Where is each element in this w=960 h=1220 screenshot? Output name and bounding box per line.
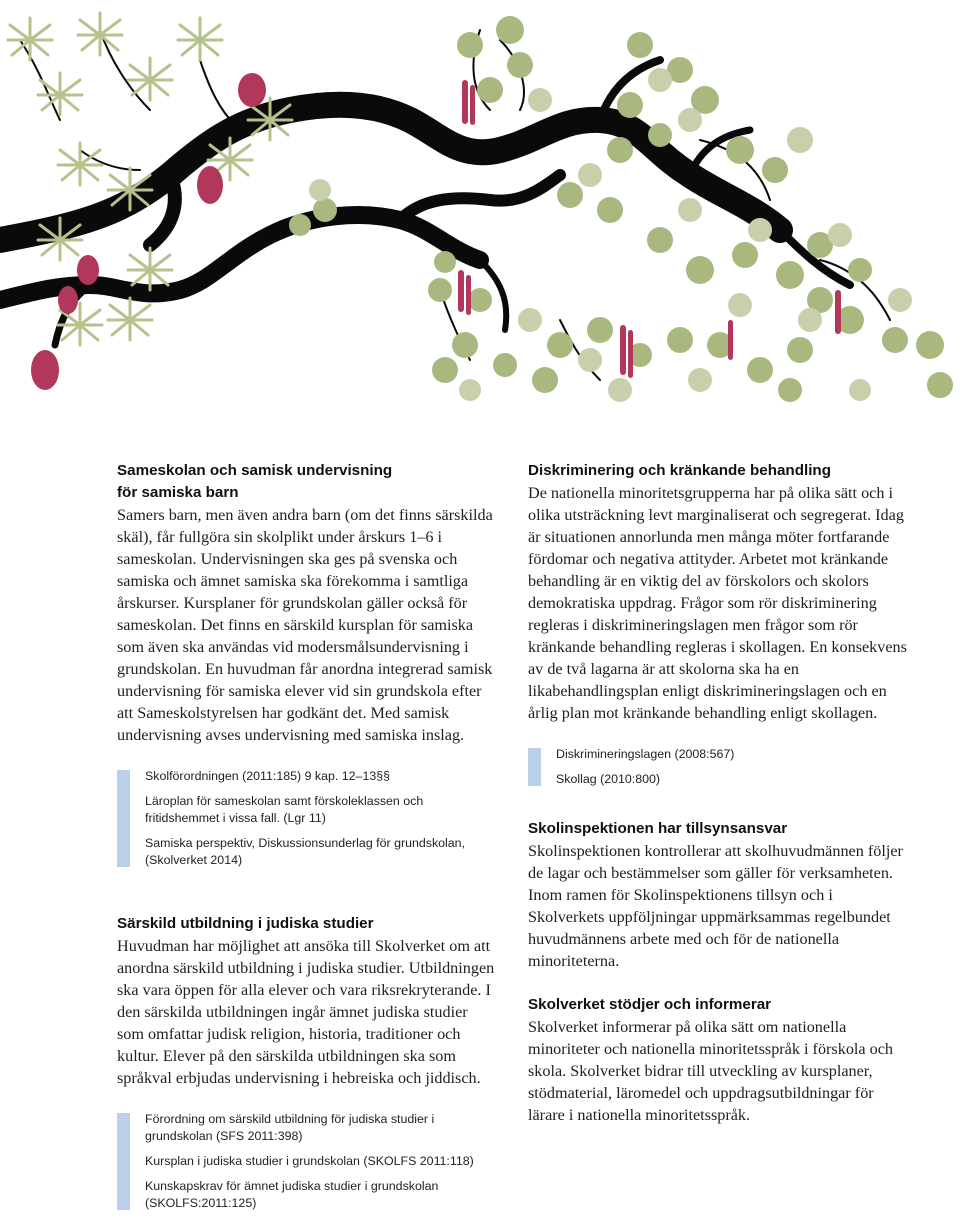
reference-item: Kursplan i judiska studier i grundskolan (SKOLFS 2011:118) xyxy=(145,1154,474,1168)
section-body-skolverket: Skolverket informerar på olika sätt om nationella minoriteter och nationella minoritetsspråk i förskola och skola. Skolverket bidrar till utveckling av kursplaner, stödmaterial, läromedel och uppdragsutbildningar för lärare i nationella minoritetsspråk. xyxy=(528,1018,894,1124)
section-title-line1: Sameskolan och samisk undervisning xyxy=(117,462,393,479)
tree-branch-illustration xyxy=(0,0,960,420)
section-body-judiska-studier: Huvudman har möjlighet att ansöka till Skolverket om att anordna särskild utbildning i judiska studier. Utbildningen ska vara öppen för alla elever och vara riksrekryterande. I den särskilda utbildningen ingår ämnet judiska studier som omfattar judisk religion, historia, traditioner och kultur. Elever på den särskilda utbildningen ska som språkval erbjudas undervisning i hebreiska och jiddisch. xyxy=(117,937,495,1087)
reference-list-diskriminering xyxy=(528,746,908,788)
reference-item: Kunskapskrav för ämnet judiska studier i grundskolan (SKOLFS:2011:125) xyxy=(145,1179,439,1210)
branch-icon xyxy=(0,30,890,380)
reference-item: Skollag (2010:800) xyxy=(556,772,661,786)
reference-item: Skolförordningen (2011:185) 9 kap. 12–13§§ xyxy=(145,769,391,783)
section-title-sameskolan xyxy=(117,460,495,504)
section-title-skolinspektionen: Skolinspektionen har tillsynsansvar xyxy=(528,820,788,837)
reference-bar xyxy=(528,748,541,786)
reference-item: Förordning om särskild utbildning för judiska studier i grundskolan (SFS 2011:398) xyxy=(145,1112,435,1143)
section-title-judiska-studier: Särskild utbildning i judiska studier xyxy=(117,915,374,932)
section-sameskolan xyxy=(117,460,495,869)
reference-bar xyxy=(117,770,130,867)
reference-list-judiska-studier xyxy=(117,1111,495,1212)
section-title-skolverket: Skolverket stödjer och informerar xyxy=(528,996,772,1013)
reference-item: Samiska perspektiv, Diskussionsunderlag för grundskolan, (Skolverket 2014) xyxy=(145,836,466,867)
section-skolinspektionen xyxy=(528,818,908,972)
section-body-skolinspektionen: Skolinspektionen kontrollerar att skolhuvudmännen följer de lagar och bestämmelser som gäller för verksamheten. Inom ramen för Skolinspektionens tillsyn och i Skolverkets uppföljningar uppmärksammas regelbundet huvudmännens arbete med och för de nationella minoriteterna. xyxy=(528,842,903,970)
reference-item: Diskrimineringslagen (2008:567) xyxy=(556,747,735,761)
reference-list-sameskolan xyxy=(117,768,495,869)
reference-item: Läroplan för sameskolan samt förskoleklassen och fritidshemmet i vissa fall. (Lgr 11) xyxy=(145,794,424,825)
section-judiska-studier xyxy=(117,913,495,1212)
section-body-sameskolan: Samers barn, men även andra barn (om det finns särskilda skäl), får fullgöra sin skolplikt under årskurs 1–6 i sameskolan. Undervisningen ska ges på svenska och samiska och ämnet samiska ska förekomma i samtliga årskurser. Kursplaner för grundskolan gäller också för sameskolan. Det finns en särskild kursplan för samiska som även ska användas vid modersmålsundervisning i grundskolan. En huvudman får anordna integrerad samisk undervisning för samiska elever vid sin grundskola efter att Sameskolstyrelsen har godkänt det. Med samisk undervisning avses undervisning med samiska inslag. xyxy=(117,506,493,744)
reference-bar xyxy=(117,1113,130,1210)
right-column xyxy=(528,460,908,1126)
section-skolverket xyxy=(528,994,908,1126)
section-title-diskriminering: Diskriminering och kränkande behandling xyxy=(528,462,831,479)
left-column xyxy=(117,460,495,1212)
section-diskriminering xyxy=(528,460,908,788)
section-title-line2: för samiska barn xyxy=(117,484,239,501)
section-body-diskriminering: De nationella minoritetsgrupperna har på olika sätt och i olika utsträckning levt marginaliserat och segregerat. Idag är situationen annorlunda men många möter fortfarande fördomar och negativa attityder. Arbetet mot kränkande behandling är en viktig del av förskolors och skolors demokratiska uppdrag. Frågor som rör diskriminering regleras i diskrimineringslagen men frågor som rör kränkande behandling regleras i skollagen. En konsekvens av de två lagarna är att skolorna ska ha en likabehandlingsplan enligt diskrimineringslagen och en årlig plan mot kränkande behandling enligt skollagen. xyxy=(528,484,907,722)
